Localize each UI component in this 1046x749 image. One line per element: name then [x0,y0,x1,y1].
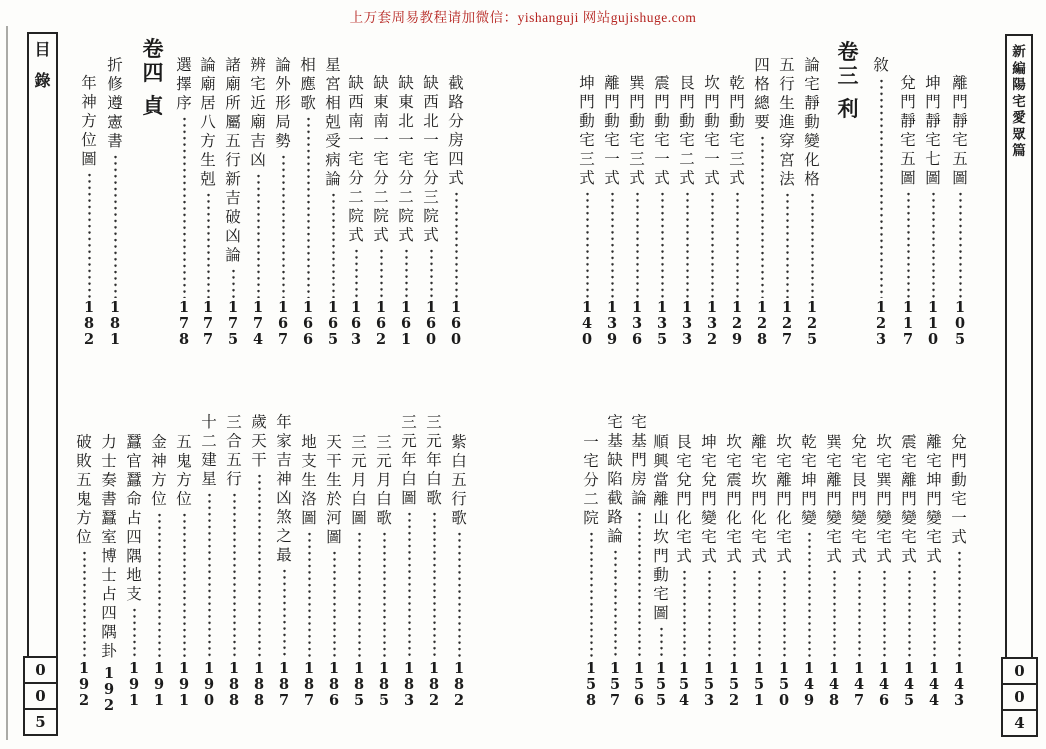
entry-title: 宅 基 缺 陷 截 路 論 [607,414,623,545]
entry-page-number: 1 4 9 [803,660,815,709]
entry-page-number: 1 3 3 [681,299,693,348]
entry-title: 艮 宅 兌 門 化 宅 式 [676,434,692,565]
entry-title: 坎 宅 巽 門 變 宅 式 [876,434,892,565]
toc-entry [324,413,344,709]
entry-title: 十 二 建 星 [201,414,217,488]
entry-title: 敘 [873,57,889,74]
book-title-char: 宅 [1012,93,1026,109]
leader-dots [183,116,186,298]
toc-entry [724,413,744,709]
leader-dots [586,191,589,298]
entry-page-number: 1 6 0 [425,299,437,348]
entry-page-number: 1 5 1 [753,660,765,709]
entry-title: 坎 宅 震 門 化 宅 式 [726,434,742,565]
leader-dots [711,191,714,298]
entry-page-number: 1 3 9 [606,299,618,348]
right-page-number-box [1001,657,1038,737]
toc-entry [446,56,466,348]
entry-title: 金 神 方 位 [151,434,167,508]
entry-title: 三 合 五 行 [226,414,242,488]
leader-dots [358,531,361,659]
leader-dots [307,116,310,298]
entry-title: 三 元 月 白 圖 [351,434,367,527]
leader-dots [636,191,639,298]
toc-entry [627,56,647,348]
entry-title: 艮 門 動 宅 二 式 [679,75,695,187]
leader-dots [208,492,211,659]
toc-entry [899,413,919,709]
page-number-digit: 0 [1001,683,1038,711]
leader-dots [455,191,458,298]
leader-dots [283,568,286,659]
leader-dots [761,135,764,298]
entry-page-number: 1 9 2 [103,665,115,714]
leader-dots [380,248,383,298]
toc-entry [950,56,970,348]
toc-entry [396,56,416,348]
volume-header: 卷 三 利 [837,40,859,121]
entry-title: 三 元 年 白 歌 [426,414,442,507]
entry-title: 年 家 吉 神 凶 煞 之 最 [276,414,292,564]
leader-dots [958,550,961,659]
leader-dots [332,192,335,298]
leader-dots [355,248,358,298]
toc-entry [949,413,969,709]
entry-title: 離 門 動 宅 一 式 [604,75,620,187]
entry-title: 巽 宅 離 門 變 宅 式 [826,434,842,565]
toc-entry [777,56,797,348]
book-title-char: 陽 [1012,77,1026,92]
entry-page-number: 1 4 8 [828,660,840,709]
entry-title: 乾 門 動 宅 三 式 [729,75,745,187]
leader-dots [158,512,161,659]
toc-entry [849,413,869,709]
entry-page-number: 1 6 2 [375,299,387,348]
entry-page-number: 1 3 2 [706,299,718,348]
leader-dots [736,191,739,298]
entry-page-number: 1 9 1 [153,660,165,709]
entry-title: 坎 宅 離 門 化 宅 式 [776,434,792,565]
entry-page-number: 1 2 9 [731,299,743,348]
entry-title: 論 宅 靜 動 變 化 格 [804,57,820,188]
entry-title: 力 士 奏 書 蠶 室 博 士 占 四 隅 卦 [101,434,117,660]
entry-page-number: 1 8 5 [378,660,390,709]
entry-title: 坎 門 動 宅 一 式 [704,75,720,187]
leader-dots [133,607,136,659]
entry-page-number: 1 8 2 [83,299,95,348]
entry-page-number: 1 6 3 [350,299,362,348]
book-title-char: 篇 [1012,143,1026,158]
entry-title: 缺 西 南 一 宅 分 二 院 式 [348,75,364,244]
entry-page-number: 1 5 8 [585,660,597,709]
entry-page-number: 1 8 2 [453,660,465,709]
toc-entry [802,56,822,348]
toc-entry [577,56,597,348]
toc-entry [702,56,722,348]
toc-entry [174,56,194,348]
leader-dots [258,473,261,659]
leader-dots [733,569,736,659]
entry-page-number: 1 6 1 [400,299,412,348]
entry-page-number: 1 2 3 [875,299,887,348]
entry-page-number: 1 7 7 [202,299,214,348]
toc-entry [223,56,243,348]
toc-entry [799,413,819,709]
entry-page-number: 1 2 5 [806,299,818,348]
book-title-char: 愛 [1012,110,1026,125]
entry-title: 坤 宅 兌 門 變 宅 式 [701,434,717,565]
entry-title: 諸 廟 所 屬 五 行 新 吉 破 凶 論 [225,57,241,264]
leader-dots [932,191,935,298]
leader-dots [758,569,761,659]
entry-page-number: 1 4 0 [581,299,593,348]
entry-page-number: 1 9 1 [178,660,190,709]
leader-dots [383,531,386,659]
leader-dots [858,569,861,659]
entry-page-number: 1 7 4 [252,299,264,348]
entry-title: 選 擇 序 [176,57,192,112]
leader-dots [660,626,663,659]
page-number-digit: 5 [23,708,58,736]
toc-entry [602,56,622,348]
entry-title: 兌 門 靜 宅 五 圖 [900,75,916,187]
leader-dots [232,268,235,298]
entry-title: 宅 基 門 房 論 [631,414,647,507]
entry-page-number: 1 5 2 [728,660,740,709]
toc-entry [674,413,694,709]
toc-entry [629,413,649,709]
toc-entry [898,56,918,348]
entry-page-number: 1 2 7 [781,299,793,348]
leader-dots [433,511,436,659]
entry-title: 論 廟 居 八 方 生 剋 [200,57,216,188]
entry-title: 巽 門 動 宅 三 式 [629,75,645,187]
entry-page-number: 1 6 0 [450,299,462,348]
toc-entry [349,413,369,709]
entry-page-number: 1 7 8 [178,299,190,348]
entry-page-number: 1 8 1 [109,299,121,348]
toc-entry [924,413,944,709]
toc-entry [124,413,144,709]
toc-entry [923,56,943,348]
leader-dots [183,512,186,659]
scan-edge-line [6,26,8,740]
leader-dots [833,569,836,659]
page-number-digit: 0 [23,682,58,710]
toc-entry [198,56,218,348]
entry-page-number: 1 1 7 [902,299,914,348]
entry-page-number: 1 8 7 [278,660,290,709]
toc-entry [374,413,394,709]
toc-entry [346,56,366,348]
entry-title: 截 路 分 房 四 式 [448,75,464,187]
entry-title: 星 宮 相 剋 受 病 論 [325,57,341,188]
leader-dots [333,550,336,659]
leader-dots [257,173,260,298]
toc-entry [605,413,625,709]
entry-page-number: 1 7 5 [227,299,239,348]
toc-entry [677,56,697,348]
entry-page-number: 1 4 4 [928,660,940,709]
toc-entry [749,413,769,709]
entry-title: 蠶 官 蠶 命 占 四 隅 地 支 [126,434,142,603]
entry-title: 缺 東 北 一 宅 分 二 院 式 [398,75,414,244]
leader-dots [907,191,910,298]
toc-entry [298,56,318,348]
entry-title: 紫 白 五 行 歌 [451,434,467,527]
entry-title: 離 宅 坤 門 變 宅 式 [926,434,942,565]
entry-title: 五 行 生 進 穿 宮 法 [779,57,795,188]
entry-title: 兌 門 動 宅 一 式 [951,434,967,546]
leader-dots [880,78,883,298]
leader-dots [282,154,285,298]
left-page-number-box [23,656,58,736]
leader-dots [114,154,117,298]
toc-entry [752,56,772,348]
entry-page-number: 1 5 7 [609,660,621,709]
toc-entry [323,56,343,348]
entry-page-number: 1 5 3 [703,660,715,709]
toc-entry [79,56,99,348]
volume-header: 卷 四 貞 [142,37,164,118]
entry-title: 三 元 年 白 圖 [401,414,417,507]
entry-page-number: 1 5 5 [655,660,667,709]
entry-title: 三 元 月 白 歌 [376,434,392,527]
toc-entry [99,413,119,714]
toc-entry [299,413,319,709]
entry-page-number: 1 2 8 [756,299,768,348]
toc-entry [652,56,672,348]
entry-page-number: 1 8 8 [253,660,265,709]
entry-title: 歲 天 干 [251,414,267,469]
leader-dots [686,191,689,298]
page-number-digit: 4 [1001,709,1038,737]
leader-dots [590,531,593,659]
leader-dots [611,191,614,298]
entry-title: 缺 東 南 一 宅 分 二 院 式 [373,75,389,244]
entry-title: 相 應 歌 [300,57,316,112]
entry-title: 五 鬼 方 位 [176,434,192,508]
toc-label-char: 目 [34,42,51,59]
entry-page-number: 1 4 7 [853,660,865,709]
toc-entry [248,56,268,348]
entry-title: 離 門 靜 宅 五 圖 [952,75,968,187]
toc-entry [651,413,671,709]
leader-dots [308,531,311,659]
toc-entry [399,413,419,709]
leader-dots [808,531,811,659]
entry-title: 震 宅 離 門 變 宅 式 [901,434,917,565]
toc-entry [581,413,601,709]
entry-page-number: 1 8 8 [228,660,240,709]
entry-page-number: 1 3 5 [656,299,668,348]
entry-title: 破 敗 五 鬼 方 位 [76,434,92,546]
toc-label-char: 錄 [34,73,51,90]
book-title-char: 編 [1012,60,1026,76]
leader-dots [638,511,641,659]
toc-entry [727,56,747,348]
entry-page-number: 1 1 0 [927,299,939,348]
toc-entry [274,413,294,709]
entry-title: 天 干 生 於 河 圖 [326,434,342,546]
entry-page-number: 1 8 3 [403,660,415,709]
toc-entry [371,56,391,348]
leader-dots [783,569,786,659]
toc-entry [273,56,293,348]
right-edge-book-title-box [1005,34,1033,660]
entry-page-number: 1 8 5 [353,660,365,709]
toc-entry [824,413,844,709]
toc-entry [174,413,194,709]
entry-page-number: 1 5 4 [678,660,690,709]
entry-page-number: 1 9 0 [203,660,215,709]
entry-title: 順 興 當 離 山 坎 門 動 宅 圖 [653,434,669,622]
book-title-char: 眾 [1012,126,1026,142]
toc-entry [774,413,794,709]
entry-title: 乾 宅 坤 門 變 [801,434,817,527]
entry-title: 兌 宅 艮 門 變 宅 式 [851,434,867,565]
entry-title: 一 宅 分 二 院 [583,434,599,527]
toc-entry [105,56,125,348]
entry-page-number: 1 9 2 [78,660,90,709]
entry-title: 震 門 動 宅 一 式 [654,75,670,187]
page-number-digit: 0 [1001,657,1038,685]
leader-dots [683,569,686,659]
leader-dots [933,569,936,659]
entry-page-number: 1 5 6 [633,660,645,709]
leader-dots [708,569,711,659]
book-title-char: 新 [1012,44,1026,59]
entry-title: 坤 門 靜 宅 七 圖 [925,75,941,187]
toc-entry [224,413,244,709]
toc-entry [74,413,94,709]
entry-page-number: 1 8 6 [328,660,340,709]
leader-dots [405,248,408,298]
entry-title: 四 格 總 要 [754,57,770,131]
entry-page-number: 1 8 7 [303,660,315,709]
leader-dots [614,549,617,659]
entry-page-number: 1 9 1 [128,660,140,709]
entry-page-number: 1 6 5 [327,299,339,348]
leader-dots [207,192,210,298]
leader-dots [908,569,911,659]
entry-title: 缺 西 北 一 宅 分 三 院 式 [423,75,439,244]
entry-title: 折 修 遵 憲 書 [107,57,123,150]
toc-entry [149,413,169,709]
page-number-digit: 0 [23,656,58,684]
entry-title: 地 支 生 洛 圖 [301,434,317,527]
entry-title: 論 外 形 局 勢 [275,57,291,150]
entry-page-number: 1 8 2 [428,660,440,709]
toc-entry [874,413,894,709]
leader-dots [430,248,433,298]
leader-dots [458,531,461,659]
leader-dots [408,511,411,659]
entry-page-number: 1 6 7 [277,299,289,348]
entry-page-number: 1 3 6 [631,299,643,348]
entry-title: 年 神 方 位 圖 [81,75,97,168]
toc-entry [199,413,219,709]
toc-entry [249,413,269,709]
leader-dots [959,191,962,298]
leader-dots [786,192,789,298]
entry-page-number: 1 4 5 [903,660,915,709]
leader-dots [83,550,86,659]
entry-page-number: 1 6 6 [302,299,314,348]
toc-entry [449,413,469,709]
entry-title: 坤 門 動 宅 三 式 [579,75,595,187]
entry-page-number: 1 5 0 [778,660,790,709]
toc-entry [871,56,891,348]
entry-page-number: 1 4 6 [878,660,890,709]
toc-entry [421,56,441,348]
leader-dots [88,172,91,298]
leader-dots [661,191,664,298]
leader-dots [233,492,236,659]
entry-title: 辨 宅 近 廟 吉 凶 [250,57,266,169]
leader-dots [883,569,886,659]
leader-dots [811,192,814,298]
entry-page-number: 1 0 5 [954,299,966,348]
watermark-text: 上万套周易教程请加微信：yishanguji 网站gujishuge.com [349,10,697,25]
toc-entry [699,413,719,709]
entry-page-number: 1 4 3 [953,660,965,709]
left-edge-title-box [27,32,58,659]
toc-entry [424,413,444,709]
entry-title: 離 宅 坎 門 化 宅 式 [751,434,767,565]
